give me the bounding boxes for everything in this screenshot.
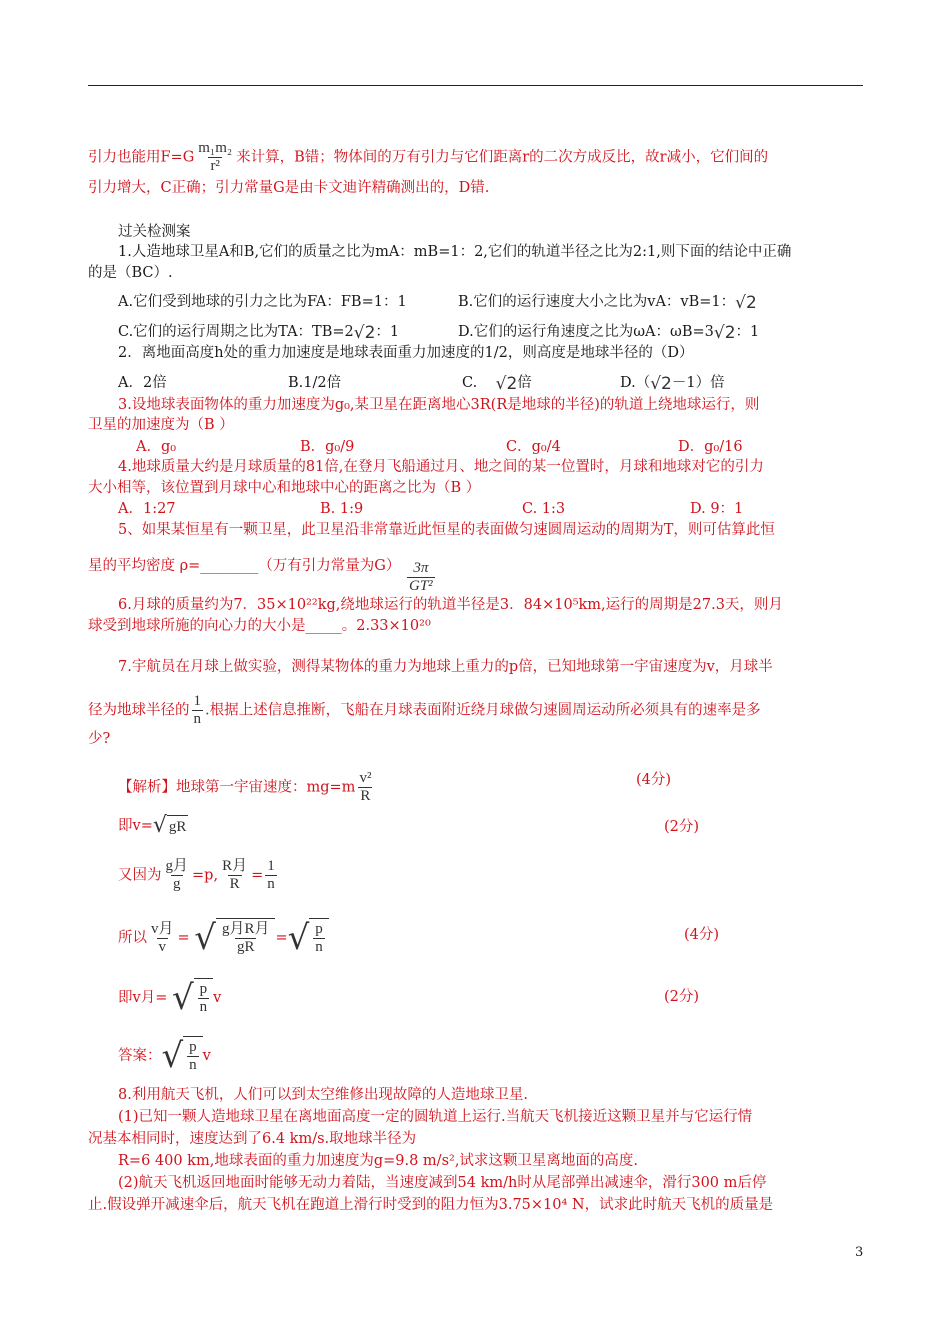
q3-option-a: A．g₀	[136, 439, 177, 455]
q3-option-c: C．g₀/4	[506, 439, 561, 455]
page-number: 3	[855, 1245, 864, 1260]
q2-stem: 2．离地面高度h处的重力加速度是地球表面重力加速度的1/2，则高度是地球半径的（D）	[118, 345, 694, 361]
section-title: 过关检测案	[118, 224, 191, 240]
q3-option-d: D．g₀/16	[678, 439, 743, 455]
q5-stem-2: 星的平均密度 ρ=________（万有引力常量为G） $\frac{3\pi}{\text{GT²}}$	[88, 558, 433, 594]
q8-line-5: (2)航天飞机返回地面时能够无动力着陆，当速度减到54 km/h时从尾部弹出减速伞，滑行300 m后停	[118, 1175, 767, 1191]
sqrt-gR: √ gR	[152, 813, 187, 838]
q8-line-6: 止.假设弹开减速伞后，航天飞机在跑道上滑行时受到的阻力恒为3.75×10⁴ N，试求此时航天飞机的质量是	[88, 1197, 774, 1213]
sqrt-ratio: √ $\frac{\text{g月R月}}{gR}$	[194, 918, 275, 958]
q4-option-b: B. 1:9	[320, 501, 364, 517]
q1-option-a: A.它们受到地球的引力之比为FA：FB=1：1	[118, 294, 407, 310]
q7-stem-2: 径为地球半径的 $\frac{1}{n}$ .根据上述信息推断，飞船在月球表面附近绕月球做匀速圆周运动所必须具有的速率是多	[88, 693, 761, 727]
intro-line-2: 引力增大，C正确；引力常量G是由卡文迪许精确测出的，D错.	[88, 180, 490, 196]
solution-step-5: 即v月= √ $\frac{p}{n}$ v	[118, 978, 222, 1018]
q1-stem-1: 1.人造地球卫星A和B,它们的质量之比为mA：mB=1：2,它们的轨道半径之比为2:1,则下面的结论中正确	[118, 244, 792, 260]
q8-line-4: R=6 400 km,地球表面的重力加速度为g=9.8 m/s²,试求这颗卫星离地面的高度.	[118, 1153, 639, 1169]
solution-score-5: (2分)	[664, 989, 700, 1005]
q4-stem-1: 4.地球质量大约是月球质量的81倍,在登月飞船通过月、地之间的某一位置时，月球和地球对它的引力	[118, 459, 764, 475]
radius-ratio-fraction: $\frac{1}{n}$	[193, 693, 201, 727]
intro-line-1: 引力也能用F=G $\frac{\text{m₁m₂}}{\text{r²}}$ 来计算，B错；物体间的万有引力与它们距离r的二次方成反比，故r减小，它们间的	[88, 140, 769, 174]
gravity-fraction: $\frac{\text{m₁m₂}}{\text{r²}}$	[198, 140, 233, 174]
q8-line-1: 8.利用航天飞机，人们可以到太空维修出现故障的人造地球卫星.	[118, 1087, 528, 1103]
solution-step-4: 所以 $\frac{\text{v月}}{v}$ = √ $\frac{\text{g月R月}}{gR}$ = √ $\frac{p}{n}$	[118, 918, 329, 958]
sqrt-p-over-n: √ $\frac{p}{n}$	[288, 918, 329, 958]
sqrt2-symbol: √2	[495, 374, 518, 394]
q4-stem-2: 大小相等，该位置到月球中心和地球中心的距离之比为（B ）	[88, 480, 481, 496]
q4-option-c: C. 1:3	[522, 501, 566, 517]
q4-option-d: D. 9：1	[690, 501, 744, 517]
solution-score-4: (4分)	[684, 927, 720, 943]
sqrt2-symbol: √2	[735, 293, 757, 313]
q2-option-a: A．2倍	[118, 375, 167, 391]
density-fraction: $\frac{3\pi}{\text{GT²}}$	[408, 560, 433, 594]
sqrt2-symbol: √2	[650, 374, 672, 394]
q1-option-d: D.它们的运行角速度之比为ωA：ωB=3√2：1	[458, 323, 760, 343]
sqrt2-symbol: √2	[713, 323, 736, 343]
q8-line-3: 况基本相同时，速度达到了6.4 km/s.取地球半径为	[88, 1131, 417, 1147]
solution-score-1: (4分)	[636, 772, 672, 788]
q2-option-d: D.（√2－1）倍	[620, 374, 725, 394]
q1-option-b: B.它们的运行速度大小之比为vA：vB=1：√2	[458, 293, 757, 313]
q4-option-a: A．1:27	[118, 501, 176, 517]
header-rule	[88, 85, 863, 86]
q3-stem-2: 卫星的加速度为（B ）	[88, 417, 234, 433]
q1-option-c: C.它们的运行周期之比为TA：TB=2√2：1	[118, 323, 400, 343]
q2-option-b: B.1/2倍	[288, 375, 342, 391]
q3-stem-1: 3.设地球表面物体的重力加速度为g₀,某卫星在距离地心3R(R是地球的半径)的轨道上绕地球运行，则	[118, 397, 760, 413]
q3-option-b: B．g₀/9	[300, 439, 355, 455]
solution-answer: 答案： √ $\frac{p}{n}$ v	[118, 1036, 211, 1076]
q7-stem-1: 7.宇航员在月球上做实验，测得某物体的重力为地球上重力的p倍，已知地球第一宇宙速度为v，月球半	[118, 659, 773, 675]
q8-line-2: (1)已知一颗人造地球卫星在离地面高度一定的圆轨道上运行.当航天飞机接近这颗卫星并与它运行情	[118, 1109, 753, 1125]
q5-stem-1: 5、如果某恒星有一颗卫星，此卫星沿非常靠近此恒星的表面做匀速圆周运动的周期为T，则可估算此恒	[118, 522, 775, 538]
sqrt2-symbol: √2	[353, 323, 376, 343]
q1-stem-2: 的是（BC）.	[88, 265, 173, 281]
solution-score-2: (2分)	[664, 819, 700, 835]
q6-stem-2: 球受到地球所施的向心力的大小是_____。2.33×10²⁰	[88, 618, 431, 634]
q2-option-c: C. √2倍	[462, 374, 532, 394]
q7-stem-3: 少?	[88, 731, 111, 747]
solution-step-2: 即v= √ gR	[118, 813, 187, 838]
solution-step-1: 【解析】地球第一宇宙速度：mg=m $\frac{\text{v²}}{R}$	[118, 770, 372, 804]
solution-step-3: 又因为 $\frac{\text{g月}}{g}$ =p, $\frac{\text{R月}}{R}$ = $\frac{1}{n}$	[118, 858, 275, 892]
q6-stem-1: 6.月球的质量约为7．35×10²²kg,绕地球运行的轨道半径是3．84×10⁵km,运行的周期是27.3天，则月	[118, 597, 783, 613]
